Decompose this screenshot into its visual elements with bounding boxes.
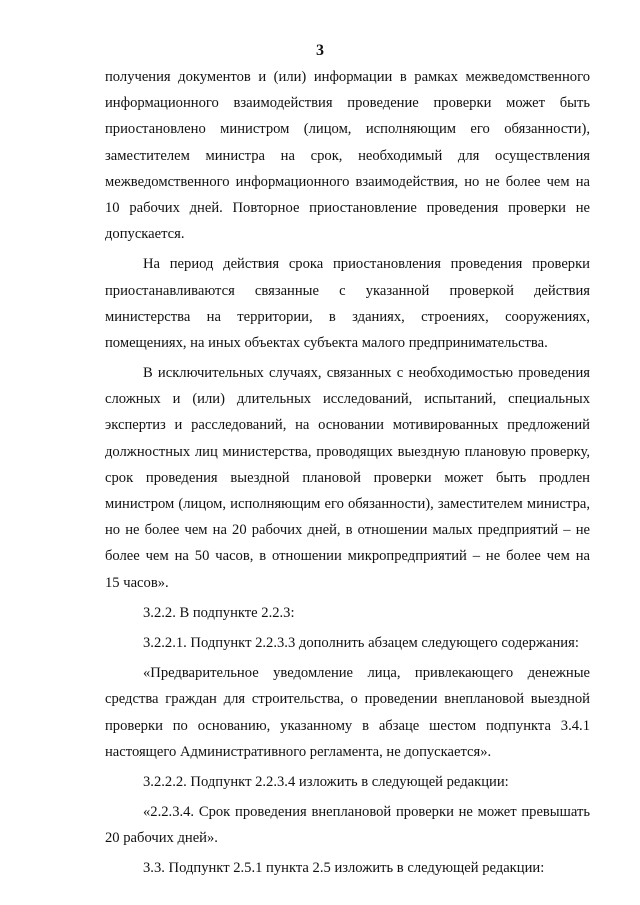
- text-line: сложных и (или) длительных исследований, испытаний, специальных: [105, 391, 590, 408]
- document-body: [105, 64, 590, 882]
- text-line: приостановлено министром (лицом, исполняющим его обязанности),: [105, 121, 590, 138]
- text-line: 20 рабочих дней».: [105, 830, 218, 847]
- text-line: министерства на территории, в зданиях, строениях, сооружениях,: [105, 308, 590, 325]
- text-line: На период действия срока приостановления проведения проверки: [143, 256, 590, 273]
- text-line: 3.3. Подпункт 2.5.1 пункта 2.5 изложить в следующей редакции:: [143, 860, 545, 877]
- text-line: заместителем министра на срок, необходимый для осуществления: [105, 147, 590, 164]
- text-line: министром (лицом, исполняющим его обязанности), заместителем министра,: [105, 496, 590, 512]
- text-line: но не более чем на 20 рабочих дней, в отношении малых предприятий – не: [105, 522, 590, 539]
- text-line: срок проведения выездной плановой проверки может быть продлен: [105, 469, 590, 486]
- text-line: 3.2.2. В подпункте 2.2.3:: [143, 604, 295, 621]
- text-line: межведомственного информационного взаимодействия, но не более чем на: [105, 173, 590, 190]
- paragraph-prior-notice: [105, 660, 590, 765]
- page-number: 3: [316, 42, 324, 59]
- text-line: допускается.: [105, 226, 185, 243]
- paragraph-suspension-period: [105, 251, 590, 356]
- paragraph-subclause-3-2-2-1: [105, 630, 590, 656]
- text-line: получения документов и (или) информации в рамках межведомственного: [105, 69, 590, 85]
- paragraph-extension: [105, 360, 590, 596]
- text-line: настоящего Административного регламента, не допускается».: [105, 743, 492, 760]
- text-line: 15 часов».: [105, 574, 169, 591]
- paragraph-unscheduled-inspection-term: [105, 799, 590, 851]
- text-line: средства граждан для строительства, о проведении внеплановой выездной: [105, 691, 590, 708]
- text-line: более чем на 50 часов, в отношении микропредприятий – не более чем на: [105, 548, 590, 565]
- text-line: информационного взаимодействия проведение проверки может быть: [105, 95, 590, 112]
- text-line: экспертиз и расследований, на основании мотивированных предложений: [105, 417, 590, 434]
- paragraph-subclause-3-3: [105, 855, 590, 881]
- text-line: 3.2.2.2. Подпункт 2.2.3.4 изложить в следующей редакции:: [143, 773, 509, 790]
- text-line: помещениях, на иных объектах субъекта малого предпринимательства.: [105, 334, 548, 351]
- paragraph-suspension-continued: [105, 64, 590, 247]
- paragraph-subclause-3-2-2: [105, 600, 590, 626]
- text-line: «Предварительное уведомление лица, привлекающего денежные: [143, 665, 590, 682]
- text-line: «2.2.3.4. Срок проведения внеплановой проверки не может превышать: [143, 804, 590, 821]
- text-line: 3.2.2.1. Подпункт 2.2.3.3 дополнить абзацем следующего содержания:: [143, 634, 579, 651]
- paragraph-subclause-3-2-2-2: [105, 769, 590, 795]
- text-line: проверки по основанию, указанному в абзаце шестом подпункта 3.4.1: [105, 717, 590, 734]
- text-line: должностных лиц министерства, проводящих выездную плановую проверку,: [105, 443, 590, 460]
- text-line: В исключительных случаях, связанных с необходимостью проведения: [143, 365, 590, 382]
- text-line: 10 рабочих дней. Повторное приостановление проведения проверки не: [105, 199, 590, 216]
- text-line: приостанавливаются связанные с указанной проверкой действия: [105, 282, 590, 299]
